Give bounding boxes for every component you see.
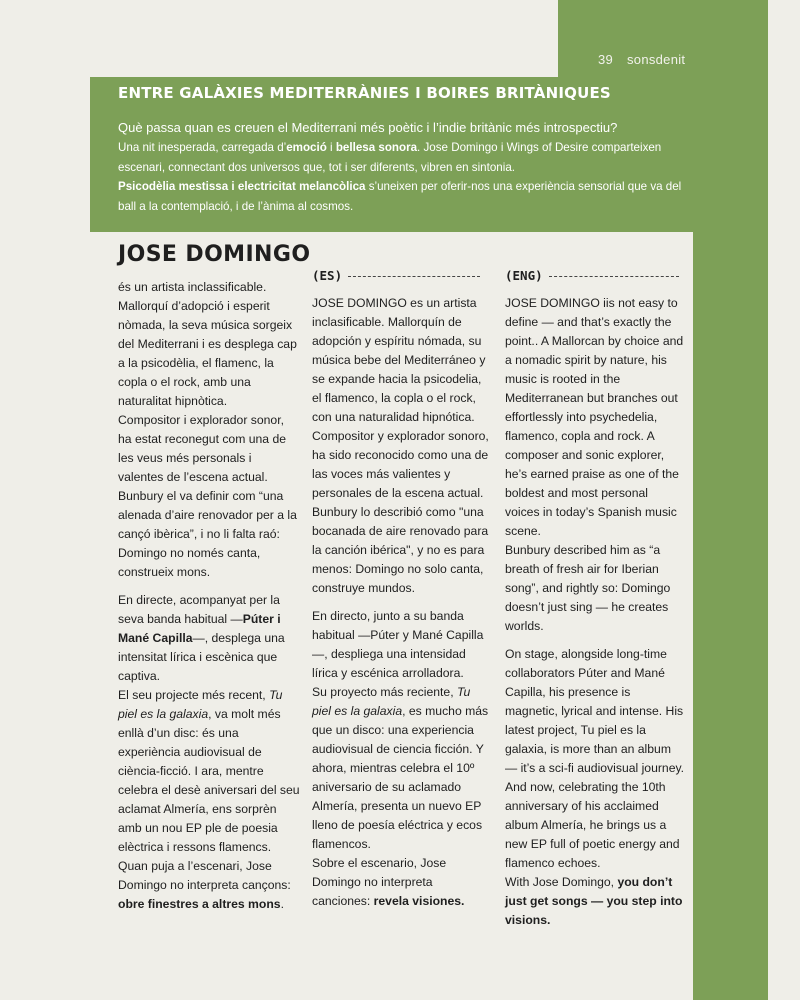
- es-paragraph: Su proyecto más reciente, Tu piel es la galaxia, es mucho más que un disco: una experiencia audiovisual de ciencia ficción. Y ahora, mientras celebra el 10º aniversario de su aclamado Almería, presenta un nuevo EP lleno de poesía eléctrica y ecos flamencos.: [312, 685, 489, 851]
- eng-heading: (ENG): [505, 268, 679, 283]
- ca-paragraph: és un artista inclassificable. Mallorquí d’adopció i esperit nòmada, la seva música sorgeix del Mediterrani i es desplega cap a la psicodèlia, el flamenc, la copla o el rock, amb una naturalitat hipnòtica.: [118, 280, 297, 408]
- page-number: 39: [598, 52, 614, 67]
- right-green-band: [693, 0, 768, 1000]
- ca-paragraph: El seu projecte més recent, Tu piel es la galaxia, va molt més enllà d’un disc: és una experiència audiovisual de ciència-ficció. I ara, mentre celebra el desè aniversari del seu aclamat Almería, ens sorprèn amb un nou EP ple de poesia elèctrica i ressons flamencs.: [118, 688, 300, 854]
- page-margin: [768, 0, 800, 1000]
- ca-paragraph: Compositor i explorador sonor, ha estat reconegut com una de les veus més personals i valentes de l’escena actual.: [118, 413, 287, 484]
- intro-paragraph-1: Una nit inesperada, carregada d’emoció i bellesa sonora. Jose Domingo i Wings of Desire comparteixen escenari, connectant dos universos que, tot i ser diferents, vibren en sintonia.: [118, 141, 662, 174]
- es-paragraph: Bunbury lo describió como "una bocanada de aire renovado para la canción ibérica", y no es para menos: Domingo no solo canta, construye mundos.: [312, 505, 489, 595]
- page-header: [598, 52, 695, 67]
- ca-paragraph: Quan puja a l’escenari, Jose Domingo no interpreta cançons: obre finestres a altres mons.: [118, 859, 291, 911]
- intro-title: ENTRE GALÀXIES MEDITERRÀNIES I BOIRES BRITÀNIQUES: [118, 84, 611, 102]
- section-name: sonsdenit: [626, 52, 686, 67]
- article-title: JOSE DOMINGO: [118, 242, 311, 267]
- en-paragraph: On stage, alongside long-time collaborators Púter and Mané Capilla, his presence is magnetic, lyrical and intense. His latest project, Tu piel es la galaxia, is more than an album — it’s a sci-fi audiovisual journey. And now, celebrating the 10th anniversary of his acclaimed album Almería, he brings us a new EP full of poetic energy and flamenco echoes.: [505, 647, 685, 870]
- intro-question: Què passa quan es creuen el Mediterrani més poètic i l’indie britànic més introspectiu?: [118, 120, 618, 135]
- es-paragraph: Compositor y explorador sonoro, ha sido reconocido como una de las voces más valientes y personales de la escena actual.: [312, 429, 489, 500]
- spanish-column: [312, 294, 492, 911]
- catalan-column: [118, 278, 300, 914]
- es-heading: (ES): [312, 268, 480, 283]
- intro-text: [118, 118, 688, 216]
- english-column: [505, 294, 685, 930]
- intro-paragraph-2: Psicodèlia mestissa i electricitat melancòlica s’uneixen per oferir-nos una experiència sensorial que va del ball a la contemplació, i de l’ànima al cosmos.: [118, 180, 682, 213]
- en-paragraph: With Jose Domingo, you don’t just get songs — you step into visions.: [505, 875, 683, 927]
- en-paragraph: Bunbury described him as “a breath of fresh air for Iberian song”, and rightly so: Domingo doesn’t just sing — he creates worlds.: [505, 543, 671, 633]
- ca-paragraph: En directe, acompanyat per la seva banda habitual —Púter i Mané Capilla—, desplega una intensitat lírica i escènica que captiva.: [118, 593, 285, 683]
- es-paragraph: Sobre el escenario, Jose Domingo no interpreta canciones: revela visiones.: [312, 856, 465, 908]
- es-paragraph: JOSE DOMINGO es un artista inclasificable. Mallorquín de adopción y espíritu nómada, su música bebe del Mediterráneo y se expande hacia la psicodelia, el flamenco, la copla o el rock, con una naturalidad hipnótica.: [312, 296, 486, 424]
- es-paragraph: En directo, junto a su banda habitual —Púter y Mané Capilla—, despliega una intensidad lírica y escénica arrolladora.: [312, 609, 484, 680]
- en-paragraph: JOSE DOMINGO iis not easy to define — and that’s exactly the point.. A Mallorcan by choice and a nomadic spirit by nature, his music is rooted in the Mediterranean but branches out effortlessly into psychedelia, flamenco, copla and rock. A composer and sonic explorer, he’s earned praise as one of the boldest and most personal voices in today’s Spanish music scene.: [505, 296, 684, 538]
- ca-paragraph: Bunbury el va definir com “una alenada d’aire renovador per a la cançó ibèrica”, i no li falta raó: Domingo no només canta, construeix mons.: [118, 489, 297, 579]
